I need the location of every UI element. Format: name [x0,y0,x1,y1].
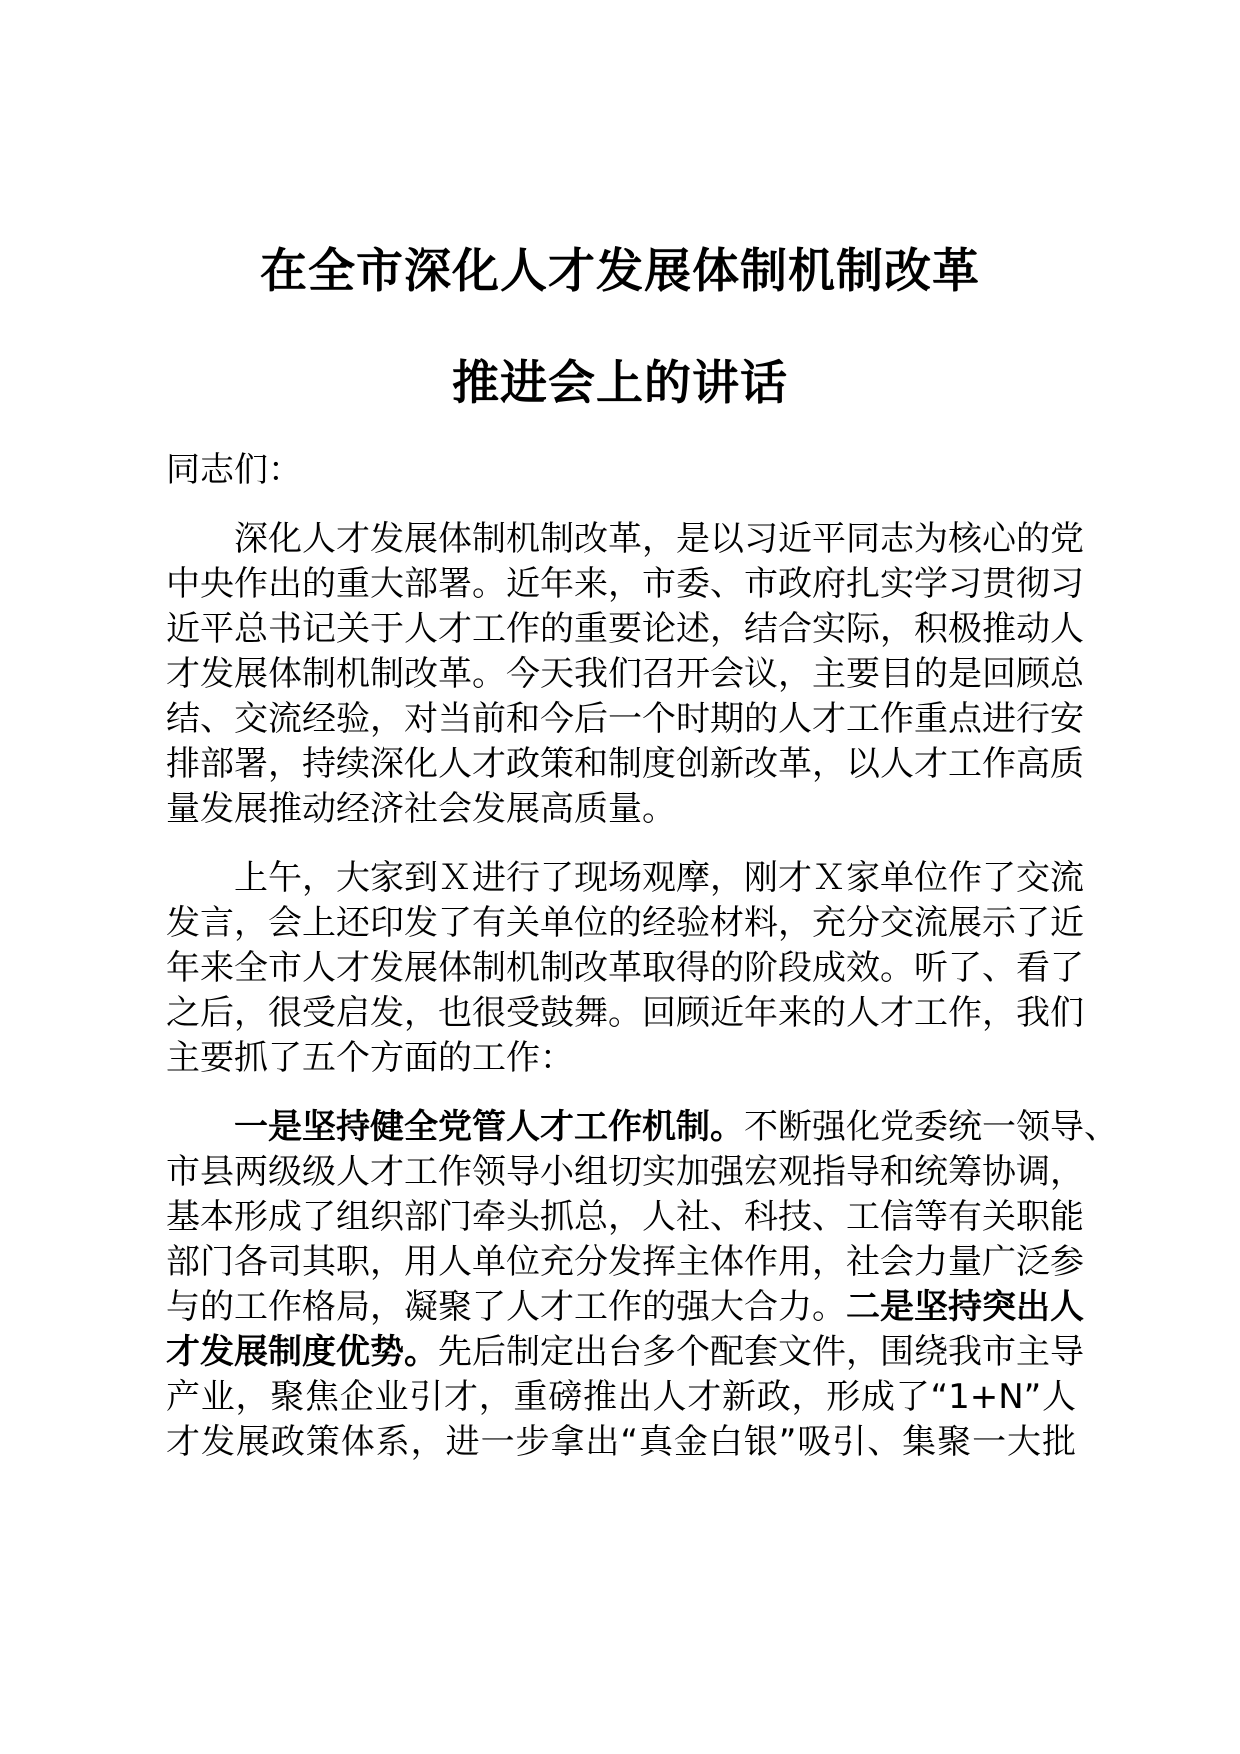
paragraph-line: 部门各司其职，用人单位充分发挥主体作用，社会力量广泛参 [166,1242,1084,1282]
paragraph-line: 才发展政策体系，进一步拿出“真金白银”吸引、集聚一大批 [166,1422,1076,1462]
paragraph-line: 上午，大家到Ｘ进行了现场观摩，刚才Ｘ家单位作了交流 [234,858,1084,898]
paragraph-text: 不断强化党委统一领导、 [744,1107,1118,1147]
bold-heading-2: 二是坚持突出人 [846,1287,1084,1327]
paragraph-line: 结、交流经验，对当前和今后一个时期的人才工作重点进行安 [166,699,1084,739]
paragraph-line: 年来全市人才发展体制机制改革取得的阶段成效。听了、看了 [166,948,1084,988]
paragraph-line: 之后，很受启发，也很受鼓舞。回顾近年来的人才工作，我们 [166,993,1084,1033]
paragraph-line: 中央作出的重大部署。近年来，市委、市政府扎实学习贯彻习 [166,564,1084,604]
paragraph-line: 市县两级级人才工作领导小组切实加强宏观指导和统筹协调， [166,1152,1084,1192]
paragraph-line: 主要抓了五个方面的工作： [166,1038,574,1078]
document-body [166,448,1118,1489]
document-title-line-1: 在全市深化人才发展体制机制改革 [260,244,980,299]
paragraph-line [166,1330,1084,1375]
paragraph-text: 先后制定出台多个配套文件，围绕我市主导 [438,1332,1084,1372]
document-title-line-2: 推进会上的讲话 [452,356,788,411]
paragraph-line: 才发展体制机制改革。今天我们召开会议，主要目的是回顾总 [166,654,1084,694]
paragraph-1 [166,517,1084,832]
paragraph-line: 近平总书记关于人才工作的重要论述，结合实际，积极推动人 [166,609,1084,649]
paragraph-line: 排部署，持续深化人才政策和制度创新改革，以人才工作高质 [166,744,1084,784]
paragraph-line: 量发展推动经济社会发展高质量。 [166,789,676,829]
bold-heading-2-cont: 才发展制度优势。 [166,1332,438,1372]
paragraph-2 [166,856,1084,1081]
paragraph-line: 基本形成了组织部门牵头抓总，人社、科技、工信等有关职能 [166,1197,1084,1237]
bold-heading-1: 一是坚持健全党管人才工作机制。 [234,1107,744,1147]
paragraph-line [166,1105,1118,1150]
paragraph-line: 产业，聚焦企业引才，重磅推出人才新政，形成了“1+N”人 [166,1377,1076,1417]
paragraph-line: 发言，会上还印发了有关单位的经验材料，充分交流展示了近 [166,903,1084,943]
salutation: 同志们： [166,450,302,490]
paragraph-3 [166,1105,1118,1465]
paragraph-line: 深化人才发展体制机制改革，是以习近平同志为核心的党 [234,519,1084,559]
paragraph-line [166,1285,1084,1330]
paragraph-text: 与的工作格局，凝聚了人才工作的强大合力。 [166,1287,846,1327]
